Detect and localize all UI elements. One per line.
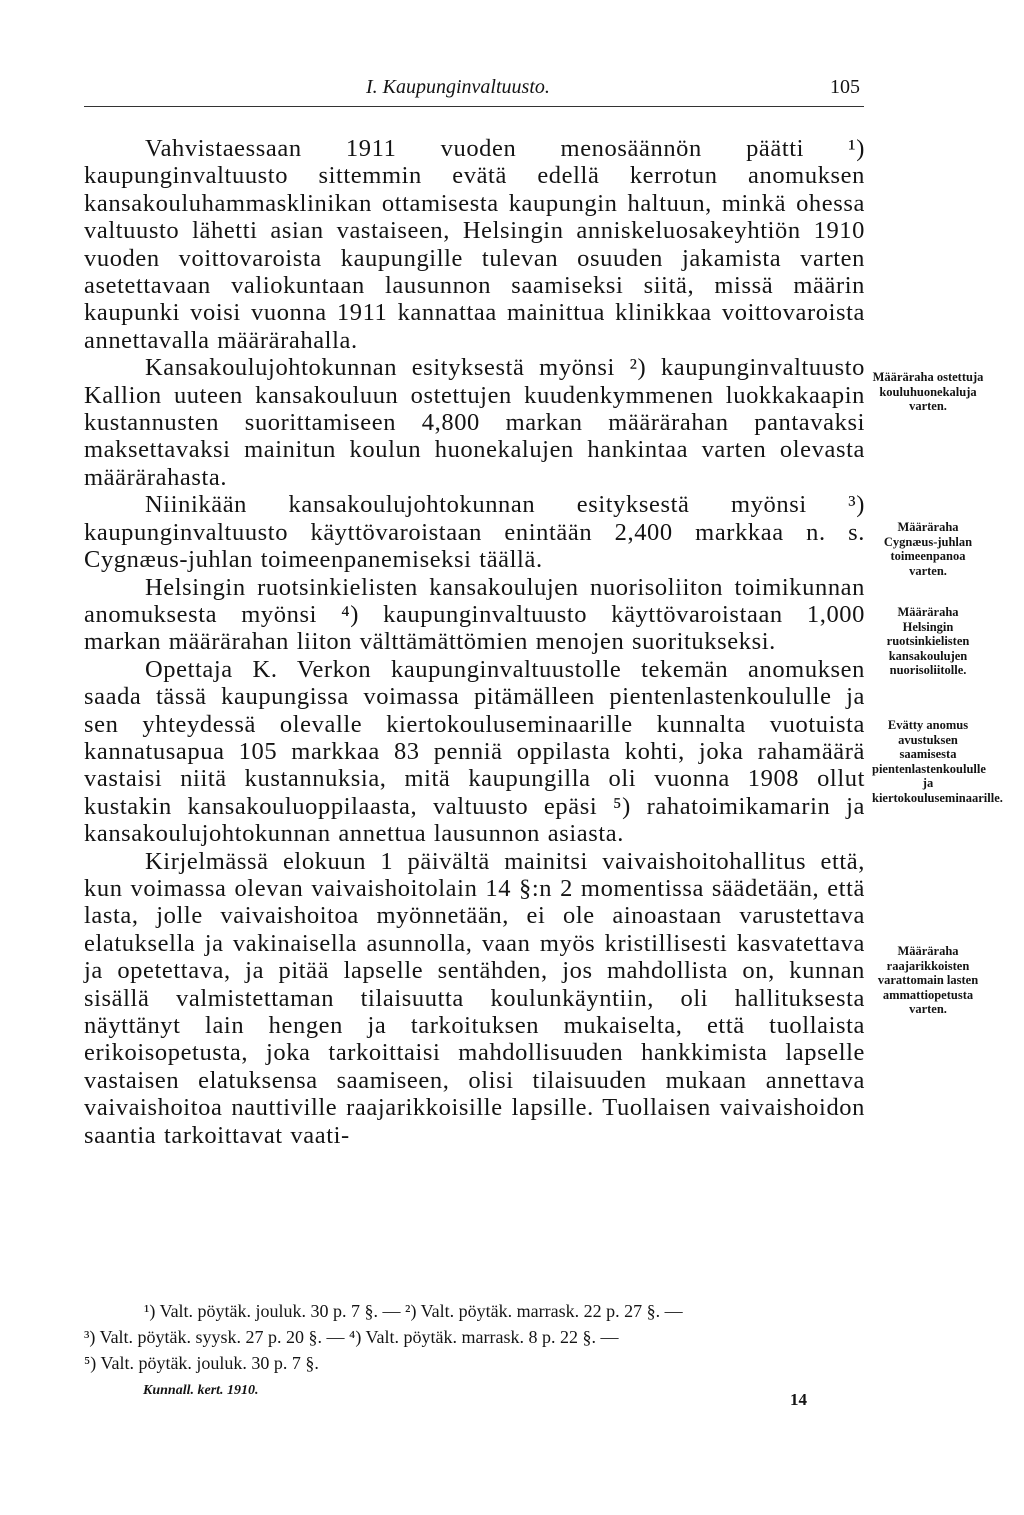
footnote-line: ⁵) Valt. pöytäk. jouluk. 30 p. 7 §.: [84, 1353, 319, 1373]
margin-note-youth-league: Määräraha Helsingin ruotsinkielisten kansakoulujen nuorisoliitolle.: [886, 605, 970, 677]
margin-note-denied-application: Evätty anomus avustuksen saamisesta pientenlastenkoululle ja kiertokouluseminaarille.: [872, 718, 1003, 805]
printer-signature: Kunnall. kert. 1910.: [143, 1383, 259, 1398]
paragraph-cygnaeus-celebration: Niinikään kansakoulujohtokunnan esityksestä myönsi ³) kaupunginvaltuusto käyttövaroistaan enintään 2,400 markkaa n. s. Cygnæus-juhlan toimeenpanemiseksi täällä.: [84, 491, 865, 574]
paragraph-disabled-children: Kirjelmässä elokuun 1 päivältä mainitsi vaivaishoitohallitus että, kun voimassa olevan vaivaishoitolain 14 §:n 2 momentissa säädetään, että lasta, jolle vaivaishoitoa myönnetään, ei ole ainoastaan varustettava elatuksella ja vakinaisella asunnolla, vaan myös kristillisesti kasvatettava ja opetettava, ja pitää lapselle sentähden, jos mahdollista on, kunnan sisällä valmistettaman tilaisuutta koulunkäyntiin, oli hallituksesta näyttänyt lain hengen ja tarkoituksen mukaiselta, että tuollaista erikoisopetusta, joka tarkoittaisi mahdollisuuden hankkimista lapselle vastaisen elatuksensa saamiseen, olisi tilaisuuden mukaan annettava vaivaishoitoa nauttiville raajarikkoisille lapsille. Tuollaisen vaivaishoidon saantia tarkoittavat vaati-: [84, 847, 865, 1149]
sheet-number: 14: [790, 1390, 807, 1409]
paragraph-classroom-cabinets: Kansakoulujohtokunnan esityksestä myönsi ²) kaupunginvaltuusto Kallion uuteen kansakouluun ostettujen kuudenkymmenen luokkakaapin kustannusten suorittamiseen 4,800 markan määrärahan pantavaksi maksettavaksi mainitun koulun huonekalujen hankintaa varten olevasta määrärahasta.: [84, 354, 865, 491]
paragraph-dental-clinic: Vahvistaessaan 1911 vuoden menosäännön päätti ¹) kaupunginvaltuusto sittemmin evätä edellä kerrotun anomuksen kansakouluhammasklinikan ottamisesta kaupungin haltuun, minkä ohessa valtuusto lähetti asian vastaiseen, Helsingin anniskeluosakeyhtiön 1910 vuoden voittovaroista kaupungille tulevan osuuden jakamista varten asetettavaan valiokuntaan lausunnon saamiseksi siitä, missä määrin kaupunki voisi vuonna 1911 kannattaa mainittua klinikkaa voittovaroista annettavalla määrärahalla.: [84, 135, 865, 354]
page-number: 105: [830, 76, 860, 98]
footnotes: [84, 1298, 865, 1376]
footnote-line: ³) Valt. pöytäk. syysk. 27 p. 20 §. — ⁴) Valt. pöytäk. marrask. 8 p. 22 §. —: [84, 1327, 619, 1347]
paragraph-youth-league: Helsingin ruotsinkielisten kansakoulujen nuorisoliiton toimikunnan anomuksesta myönsi ⁴) kaupunginvaltuusto käyttövaroistaan 1,000 markan määrärahan liiton välttämättömien menojen suoritukseksi.: [84, 573, 865, 656]
body-text: [84, 135, 865, 1149]
footnote-line: ¹) Valt. pöytäk. jouluk. 30 p. 7 §. — ²) Valt. pöytäk. marrask. 22 p. 27 §. —: [144, 1301, 683, 1321]
margin-note-disabled-children: Määräraha raajarikkoisten varattomain lasten ammattiopetusta varten.: [877, 944, 979, 1016]
margin-note-cygnaeus: Määräraha Cygnæus-juhlan toimeenpanoa varten.: [883, 520, 973, 578]
page-header: [84, 76, 864, 107]
margin-note-cabinets: Määräraha ostettuja kouluhuonekaluja varten.: [872, 370, 984, 413]
running-title: I. Kaupunginvaltuusto.: [366, 76, 550, 98]
paragraph-verkko-application: Opettaja K. Verkon kaupunginvaltuustolle tekemän anomuksen saada tässä kaupungissa voimassa pitämälleen pientenlastenkoululle ja sen yhteydessä olevalle kiertokouluseminaarille kunnalta vuotuista kannatusapua 105 markkaa 83 penniä oppilasta kohti, joka rahamäärä vastaisi niitä kustannuksia, mitä kaupungilla oli vuonna 1908 ollut kustakin kansakouluoppilaasta, valtuusto epäsi ⁵) rahatoimikamarin ja kansakoulujohtokunnan annettua lausunnon asiasta.: [84, 655, 865, 848]
